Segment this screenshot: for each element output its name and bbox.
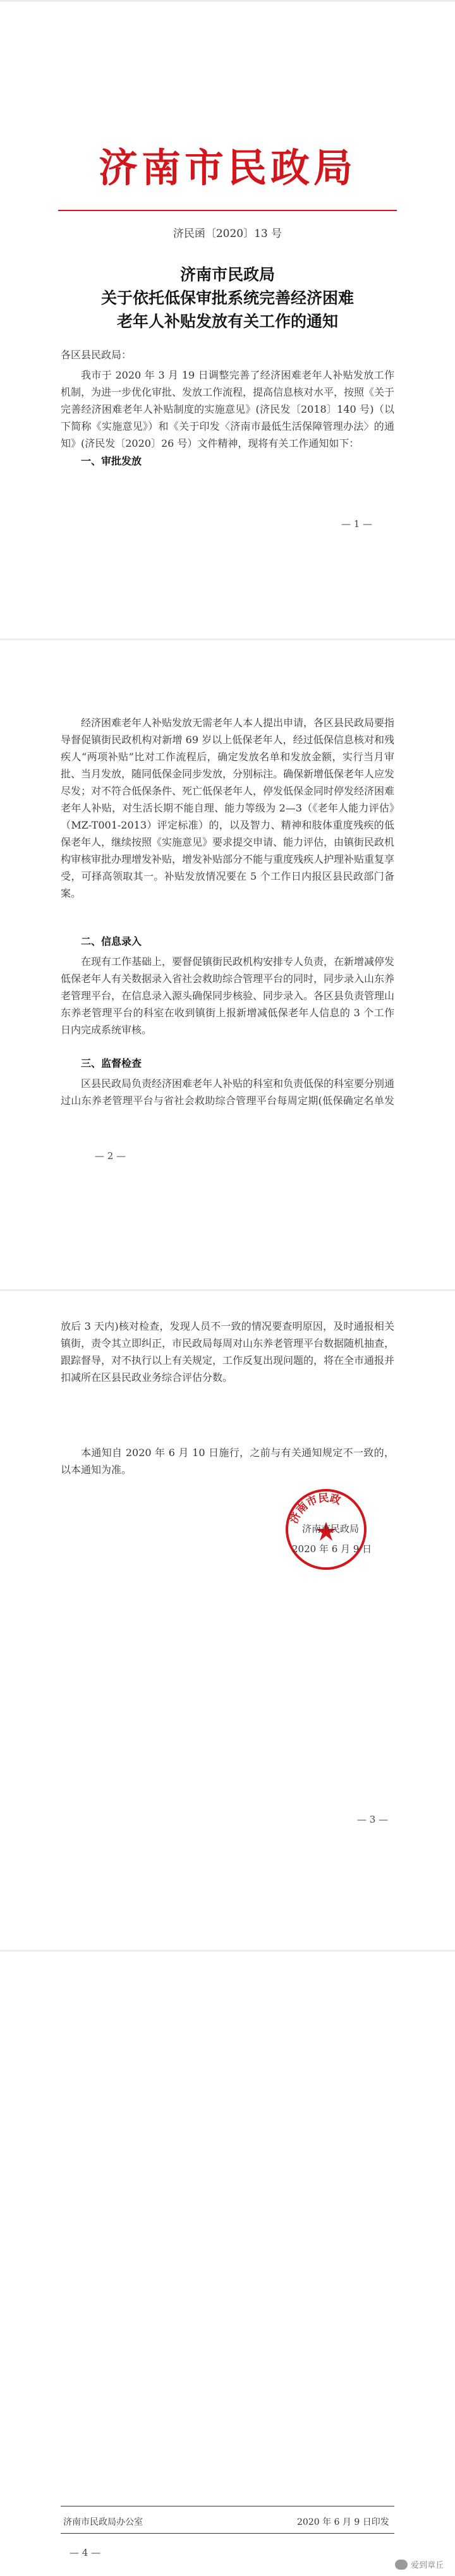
section-heading-approval: 一、审批发放 bbox=[81, 455, 142, 467]
section-heading-supervision: 三、监督检查 bbox=[81, 1057, 142, 1069]
wechat-icon bbox=[395, 2560, 408, 2570]
signature-org: 济南市民政局 bbox=[302, 1523, 360, 1534]
section-body-supervision-start: 区县民政局负责经济困难老年人补贴的科室和负责低保的科室要分别通过山东养老管理平台与省社会救助综合管理平台每周定期(低保确定名单发 bbox=[61, 1078, 394, 1107]
section-body-supervision-cont bbox=[61, 1318, 394, 1438]
red-divider bbox=[58, 210, 397, 211]
svg-text:济南市民政 bbox=[287, 1492, 342, 1526]
watermark bbox=[395, 2558, 444, 2570]
page-number-4: — 4 — bbox=[70, 2547, 101, 2558]
intro-paragraph: 我市于 2020 年 3 月 19 日调整完善了经济困难老年人补贴发放工作机制，为进一步优化审批、发放工作流程，提高信息核对水平，按照《关于完善经济困难老年人补贴制度的实施意见》(济民发〔2018〕140 号)（以下简称《实施意见》）和《关于印发〈济南市最低生活保障管理办法〉的通知》(济民发〔2020〕26 号）文件精神，现将有关工作通知如下： bbox=[61, 369, 395, 449]
salutation: 各区县民政局： bbox=[61, 349, 132, 361]
document-number: 济民函〔2020〕13 号 bbox=[173, 228, 282, 240]
supervision-continuation-text: 放后 3 天内)核对检查，发现人员不一致的情况要查明原因，及时通报相关镇街，责令其立即纠正，市民政局每周对山东养老管理平台数据随机抽查，跟踪督导，对不执行以上有关规定，工作反复出现问题的，将在全市通报并扣减所在区县民政业务综合评估分数。 bbox=[61, 1320, 394, 1383]
page-number-2: — 2 — bbox=[95, 1150, 126, 1162]
page-separator bbox=[0, 1289, 455, 1291]
notice-title-line-1: 济南市民政局 bbox=[179, 265, 275, 284]
org-header-title: 济南市民政局 bbox=[98, 145, 356, 191]
seal-arc-text: 济南市民政 bbox=[288, 1492, 343, 1526]
footer-issuing-office: 济南市民政局办公室 bbox=[63, 2517, 143, 2527]
notice-title-line-3: 老年人补贴发放有关工作的通知 bbox=[116, 312, 338, 331]
signature-date: 2020 年 6 月 9 日 bbox=[292, 1543, 372, 1555]
section-heading-info-entry: 二、信息录入 bbox=[81, 935, 142, 947]
closing-paragraph: 本通知自 2020 年 6 月 10 日施行，之前与有关通知规定不一致的，以本通知为准。 bbox=[61, 1447, 394, 1476]
page-separator bbox=[0, 638, 455, 640]
page-number-1: — 1 — bbox=[341, 518, 373, 530]
notice-title-line-2: 关于依托低保审批系统完善经济困难 bbox=[100, 289, 354, 307]
watermark-text: 爱到章丘 bbox=[410, 2561, 444, 2570]
footer-rule-bottom bbox=[61, 2533, 394, 2534]
page-number-3: — 3 — bbox=[357, 1814, 389, 1825]
page-separator bbox=[0, 1950, 455, 1952]
section-body-info-entry: 在现有工作基础上，要督促镇街民政机构安排专人负责，在新增减停发低保老年人有关数据录入省社会救助综合管理平台的同时，同步录入山东养老管理平台，在信息录入源头确保同步核验、同步录入。各区县负责管理山东养老管理平台的科室在收到镇街上报新增减低保老年人信息的 3 个工作日内完成系统审核。 bbox=[61, 956, 395, 1036]
section-body-approval: 经济困难老年人补贴发放无需老年人本人提出申请，各区县民政局要指导督促镇街民政机构对新增 69 岁以上低保老年人，经过低保信息核对和残疾人“两项补贴”比对工作流程后，确定发放名单和发放金额，实行当月审批、当月发放，随同低保金同步发放，分别标注。确保新增低保老年人应发尽发；对不符合低保条件、死亡低保老年人，停发低保金同时停发经济困难老年人补贴，对生活长期不能自理、能力等级为 2—3（《老年人能力评估》（MZ-T001-2013）评定标准）的，以及智力、精神和肢体重度残疾的低保老年人，继续按照《实施意见》要求提交申请、能力评估，由镇街民政机构审核审批办理增发补贴，增发补贴部分不能与重度残疾人护理补贴重复享受，可择高领取其一。补贴发放情况要在 5 个工作日内报区县民政部门备案。 bbox=[61, 717, 395, 899]
footer-print-date: 2020 年 6 月 9 日印发 bbox=[297, 2517, 389, 2527]
page-separator bbox=[0, 0, 455, 2]
